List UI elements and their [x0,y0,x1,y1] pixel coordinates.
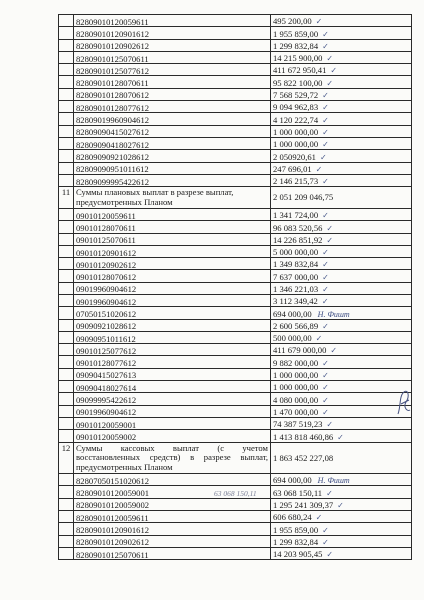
row-value-cell [271,101,412,113]
row-code: 82809010120901612 [74,523,271,535]
check-mark-icon: ✓ [322,127,329,137]
row-value: 411 679 000,00 [273,345,327,356]
row-number: 11 [59,187,74,209]
check-mark-icon: ✓ [322,248,329,258]
handwritten-signature: Н. Фишт [317,476,350,486]
row-value-cell [271,405,412,417]
table-row [59,233,412,245]
row-value: 1 000 000,00 [273,126,319,137]
row-code: 09090921028612 [74,319,271,331]
table-row [59,511,412,523]
row-number [59,307,74,319]
row-code: 82809010125070611 [74,51,271,63]
row-value-cell [271,162,412,174]
row-code: 82809090415027612 [74,125,271,137]
row-code: 09090418027614 [74,381,271,393]
check-mark-icon: ✓ [322,115,329,125]
table-row [59,258,412,270]
row-value-cell [271,233,412,245]
check-mark-icon: ✓ [322,103,329,113]
check-mark-icon: ✓ [337,432,344,442]
row-value-cell [271,498,412,510]
table-row [59,498,412,510]
table-row [59,319,412,331]
row-value: 14 226 851,92 [273,234,323,245]
row-code: 09010128070611 [74,221,271,233]
row-number [59,15,74,27]
row-value-cell [271,307,412,319]
row-value-cell [271,150,412,162]
row-number [59,150,74,162]
row-number [59,294,74,306]
row-value-cell [271,523,412,535]
row-code: 82809090921028612 [74,150,271,162]
row-code: 82809010120902612 [74,535,271,547]
row-number [59,51,74,63]
row-value-cell [271,511,412,523]
row-number [59,174,74,186]
check-mark-icon: ✓ [322,260,329,270]
row-number [59,319,74,331]
row-value: 7 637 000,00 [273,271,319,282]
check-mark-icon: ✓ [322,41,329,51]
row-value-cell [271,15,412,27]
check-mark-icon: ✓ [326,223,334,233]
row-value-cell [271,174,412,186]
row-value-cell [271,39,412,51]
check-mark-icon: ✓ [315,334,323,344]
row-value-cell [271,486,412,498]
table-row [59,187,412,209]
row-number [59,474,74,486]
table-row [59,270,412,282]
table-row [59,51,412,63]
row-value-cell [271,474,412,486]
check-mark-icon: ✓ [322,383,329,393]
table-row [59,208,412,220]
table-row [59,356,412,368]
row-value: 5 000 000,00 [273,247,319,258]
row-code: 09019960904612 [74,405,271,417]
row-value-cell [271,245,412,257]
row-number [59,76,74,88]
row-value: 3 112 349,42 [273,296,318,307]
row-number [59,245,74,257]
row-value: 694 000,00 [273,308,312,319]
row-value-cell [271,331,412,343]
row-code: 09099995422612 [74,393,271,405]
row-code: 09010120059002 [74,430,271,442]
row-value-cell [271,125,412,137]
table-row [59,547,412,559]
row-value-cell [271,368,412,380]
margin-handwritten-note: 63 068 150,11 [214,489,257,498]
check-mark-icon: ✓ [322,140,329,150]
row-value-cell [271,88,412,100]
document-sheet [58,14,408,560]
row-code: 82809010120902612 [74,39,271,51]
row-code: 82809010128070612 [74,88,271,100]
table-row [59,474,412,486]
row-number [59,137,74,149]
row-value: 2 146 215,73 [273,176,319,187]
row-value-cell [271,27,412,39]
row-number [59,270,74,282]
row-value-cell [271,221,412,233]
row-value-cell [271,270,412,282]
row-value: 1 955 859,00 [273,28,319,39]
check-mark-icon: ✓ [322,371,329,381]
row-value: 14 215 900,00 [273,53,323,64]
row-code: 09010120059611 [74,208,271,220]
row-value: 1 000 000,00 [273,370,319,381]
row-number [59,430,74,442]
payments-table [58,14,412,560]
row-number [59,113,74,125]
check-mark-icon: ✓ [326,235,334,245]
table-row [59,221,412,233]
row-number [59,64,74,76]
table-row [59,381,412,393]
row-value: 63 068 150,11 [273,487,323,498]
table-row [59,101,412,113]
row-value-cell [271,294,412,306]
table-row [59,294,412,306]
row-number [59,258,74,270]
check-mark-icon: ✓ [337,501,344,511]
row-code: 82809010125077612 [74,64,271,76]
table-row [59,150,412,162]
row-value: 411 672 950,41 [273,65,327,76]
row-code: 82809010120059611 [74,511,271,523]
row-number [59,344,74,356]
table-row [59,64,412,76]
row-number [59,368,74,380]
row-code: 82809090418027612 [74,137,271,149]
row-code: Суммы плановых выплат в разрезе выплат, предусмотренных Планом [74,187,271,209]
row-code: 82809010128070611 [74,76,271,88]
row-number [59,547,74,559]
table-row [59,307,412,319]
row-number [59,535,74,547]
row-code: 82809010128077612 [74,101,271,113]
row-code: 07050151020612 [74,307,271,319]
row-value: 1 000 000,00 [273,139,319,150]
row-value: 74 387 519,23 [273,419,323,430]
row-code: Суммы кассовых выплат (с учетом восстановленных средств) в разрезе выплат, предусмотренных Планом [74,442,271,474]
row-value: 95 822 100,00 [273,77,323,88]
row-value-cell [271,356,412,368]
table-row [59,15,412,27]
check-mark-icon: ✓ [326,54,334,64]
row-value-cell [271,137,412,149]
row-number [59,381,74,393]
row-number [59,331,74,343]
table-row [59,125,412,137]
check-mark-icon: ✓ [315,164,323,174]
row-code: 09010120902612 [74,258,271,270]
check-mark-icon: ✓ [322,284,329,294]
row-value: 1 000 000,00 [273,382,319,393]
row-value: 500 000,00 [273,333,312,344]
check-mark-icon: ✓ [315,17,323,27]
row-code: 09010128070612 [74,270,271,282]
row-value-cell [271,64,412,76]
row-number [59,233,74,245]
row-value-cell [271,547,412,559]
table-row [59,162,412,174]
row-number [59,393,74,405]
check-mark-icon: ✓ [330,66,338,76]
check-mark-icon: ✓ [322,91,329,101]
table-row [59,393,412,405]
check-mark-icon: ✓ [322,358,329,368]
row-number [59,162,74,174]
row-value: 9 882 000,00 [273,357,319,368]
row-number [59,208,74,220]
row-code: 82809010125070611 [74,547,271,559]
row-value: 694 000,00 [273,475,312,486]
check-mark-icon: ✓ [321,297,329,307]
table-row [59,405,412,417]
row-value: 1 299 832,84 [273,536,319,547]
table-row [59,368,412,380]
row-value: 606 680,24 [273,512,312,523]
row-value: 7 568 529,72 [273,90,319,101]
row-value-cell [271,258,412,270]
row-code: 09019960904612 [74,282,271,294]
row-value-cell [271,442,412,474]
row-value: 1 346 221,03 [273,283,319,294]
table-row [59,88,412,100]
table-row [59,76,412,88]
row-code: 09019960904612 [74,294,271,306]
row-code: 82807050151020612 [74,474,271,486]
check-mark-icon: ✓ [322,321,329,331]
row-number [59,405,74,417]
row-value-cell [271,208,412,220]
row-value: 14 203 905,45 [273,549,323,560]
row-code: 09090415027613 [74,368,271,380]
row-code: 09010125070611 [74,233,271,245]
row-value: 4 120 222,74 [273,114,319,125]
row-code: 09010120901612 [74,245,271,257]
check-mark-icon: ✓ [315,513,323,523]
row-number [59,417,74,429]
row-code: 82809099995422612 [74,174,271,186]
row-value-cell [271,381,412,393]
row-number [59,101,74,113]
table-row [59,282,412,294]
table-row [59,417,412,429]
row-value: 4 080 000,00 [273,394,319,405]
table-row [59,430,412,442]
check-mark-icon: ✓ [322,177,329,187]
check-mark-icon: ✓ [322,29,329,39]
row-code: 09010128077612 [74,356,271,368]
row-code: 82809019960904612 [74,113,271,125]
row-value: 1 470 000,00 [273,406,319,417]
row-number [59,498,74,510]
row-code: 82809010120059611 [74,15,271,27]
row-code: 82809090951011612 [74,162,271,174]
check-mark-icon: ✓ [326,78,334,88]
row-value-cell [271,417,412,429]
row-value-cell [271,282,412,294]
row-code: 09090951011612 [74,331,271,343]
table-row [59,39,412,51]
row-value: 1 299 832,84 [273,40,319,51]
row-code: 09010125077612 [74,344,271,356]
row-code: 82809010120901612 [74,27,271,39]
row-code: 09010120059001 [74,417,271,429]
row-number [59,282,74,294]
row-number [59,356,74,368]
row-value: 9 094 962,83 [273,102,319,113]
check-mark-icon: ✓ [326,420,334,430]
row-number [59,486,74,498]
table-row [59,113,412,125]
table-row [59,523,412,535]
row-value: 1 413 818 460,86 [273,431,334,442]
row-number [59,511,74,523]
table-row [59,27,412,39]
row-value-cell [271,393,412,405]
row-value-cell [271,76,412,88]
row-value: 1 341 724,00 [273,210,319,221]
row-value: 2 600 566,89 [273,320,319,331]
row-value: 2 051 209 046,75 [273,192,334,203]
table-row [59,344,412,356]
row-code: 82809010120059002 [74,498,271,510]
check-mark-icon: ✓ [330,346,338,356]
row-value: 1 349 832,84 [273,259,319,270]
row-number [59,39,74,51]
check-mark-icon: ✓ [326,488,333,498]
handwritten-scribble [395,388,413,418]
table-row [59,245,412,257]
check-mark-icon: ✓ [322,272,329,282]
row-value-cell [271,113,412,125]
table-row [59,535,412,547]
row-number: 12 [59,442,74,474]
table-row [59,137,412,149]
row-value-cell [271,187,412,209]
check-mark-icon: ✓ [322,525,329,535]
row-value-cell [271,319,412,331]
row-number [59,27,74,39]
check-mark-icon: ✓ [322,395,329,405]
table-row [59,174,412,186]
row-code: 82809010120059001 [74,486,271,498]
table-row [59,331,412,343]
row-value-cell [271,344,412,356]
row-value: 1 863 452 227,08 [273,452,334,463]
row-value-cell [271,51,412,63]
row-number [59,88,74,100]
check-mark-icon: ✓ [322,537,329,547]
check-mark-icon: ✓ [322,211,329,221]
row-value: 1 955 859,00 [273,524,319,535]
check-mark-icon: ✓ [322,407,329,417]
row-number [59,125,74,137]
handwritten-signature: Н. Фишт [317,309,350,319]
row-value: 96 083 520,56 [273,222,323,233]
row-value: 1 295 241 309,37 [273,500,334,511]
table-row [59,442,412,474]
row-value: 247 696,01 [273,163,312,174]
row-number [59,221,74,233]
check-mark-icon: ✓ [319,152,327,162]
row-value: 495 200,00 [273,16,312,27]
check-mark-icon: ✓ [326,550,334,560]
row-value-cell [271,535,412,547]
row-number [59,523,74,535]
row-value: 2 050920,61 [273,151,316,162]
row-value-cell [271,430,412,442]
